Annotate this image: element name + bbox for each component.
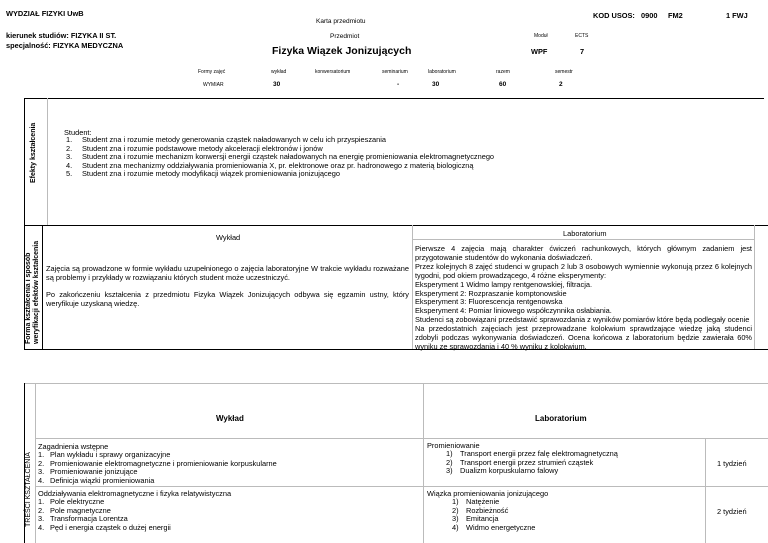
list-item: 2) Rozbieżność xyxy=(452,505,509,515)
forma-lab-header-border xyxy=(412,239,754,240)
forms-value-laboratorium: 30 xyxy=(432,81,440,88)
list-item: 3. Transformacja Lorentza xyxy=(38,514,128,524)
forms-value-seminarium: - xyxy=(397,81,400,88)
efekty-left-border xyxy=(24,98,25,225)
tresci-wyklad-header: Wykład xyxy=(216,414,244,423)
list-item: 2. Student zna i rozumie podstawowe metody akceleracji elektronów i jonów xyxy=(66,143,323,153)
forms-header-semestr: semestr xyxy=(555,69,573,75)
tresci-row2-wyklad-list xyxy=(38,498,171,532)
kod-usos-value: 0900 xyxy=(641,11,658,20)
kod-usos-fwj: 1 FWJ xyxy=(726,11,748,20)
list-item: 4) Widmo energetyczne xyxy=(452,522,536,532)
forma-lab-line: Eksperyment 4: Pomiar liniowego współczynnika osłabiania. xyxy=(415,306,612,316)
efekty-inner-border xyxy=(47,98,48,225)
list-item: 2. Promieniowanie elektromagnetyczne i promieniowanie korpuskularne xyxy=(38,458,277,468)
list-item: 1. Pole elektryczne xyxy=(38,497,105,506)
list-item: 1) Transport energii przez falę elektromagnetyczną xyxy=(446,449,618,458)
forms-header-formy: Formy zajęć xyxy=(198,69,226,75)
tresci-row1-wyklad-list xyxy=(38,451,277,485)
forma-lab-text xyxy=(415,245,752,352)
forms-value-wymiar: WYMIAR xyxy=(203,82,224,88)
forma-inner-border xyxy=(42,225,43,349)
tresci-lab-header: Laboratorium xyxy=(535,414,587,423)
tresci-row-border xyxy=(35,486,768,487)
forma-wyklad-p2: Po zakończeniu kształcenia z przedmiotu Fizyka Wiązek Jonizujących odbywa się egzamin ustny, który weryfikuje uzyskaną wiedzę. xyxy=(46,289,409,308)
kod-usos-fm: FM2 xyxy=(668,11,683,20)
list-item: 3) Emitancja xyxy=(452,514,499,524)
list-item: 3) Dualizm korpuskularno falowy xyxy=(446,466,559,476)
tresci-time-border xyxy=(705,439,706,543)
forms-value-semestr: 2 xyxy=(559,81,563,88)
tresci-row1-time: 1 tydzień xyxy=(717,459,747,468)
forma-side-label-1: Forma kształcenia i sposób xyxy=(25,252,32,344)
przedmiot-label: Przedmiot xyxy=(330,33,360,40)
tresci-row1-wyklad-title: Zagadnienia wstępne xyxy=(38,442,109,451)
efekty-intro: Student: xyxy=(64,128,92,137)
list-item: 1. Plan wykładu i sprawy organizacyjne xyxy=(38,450,171,459)
forma-lab-line: Na przedostatnich zajęciach jest przeprowadzane kolokwium sprawdzające wiedzę jaką studenci zdobyli podczas wykonywania doświadczeń. Ocena końcowa z laboratorium będzie zawierała 60% wyniku ze sprawozdania i 40 % wyniku z kolokwium. xyxy=(415,324,752,351)
tresci-row2-lab-title: Wiązka promieniowania jonizującego xyxy=(427,489,549,498)
course-title: Fizyka Wiązek Jonizujących xyxy=(272,45,412,57)
forma-lab-line: Eksperyment 1 Widmo lampy rentgenowskiej, filtracja. xyxy=(415,279,593,289)
karta-label: Karta przedmiotu xyxy=(316,18,366,25)
faculty-name: WYDZIAŁ FIZYKI UwB xyxy=(6,9,84,18)
efekty-top-border xyxy=(24,98,764,99)
list-item: 4. Definicja wiązki promieniowania xyxy=(38,475,155,485)
kod-usos-label: KOD USOS: xyxy=(593,11,635,20)
list-item: 3. Promieniowanie jonizujące xyxy=(38,467,138,477)
forms-value-razem: 60 xyxy=(499,81,507,88)
forms-header-seminarium: seminarium xyxy=(382,69,408,75)
forma-right-border xyxy=(754,225,755,349)
forma-side-label-2: weryfikacji efektów kształcenia xyxy=(33,240,40,344)
tresci-side-label: TREŚCI KSZTAŁCENIA xyxy=(25,452,32,527)
list-item: 4. Student zna mechanizmy oddziaływania promieniowania X, pr. elektronowe oraz pr. hadronowego z materią biologiczną xyxy=(66,160,474,170)
list-item: 3. Student zna i rozumie mechanizm konwersji energii cząstek naładowanych na energię promieniowania elektromagnetycznego xyxy=(66,152,495,162)
forma-wyklad-text xyxy=(46,265,409,309)
forma-lab-line: Eksperyment 3: Fluorescencja rentgenowska xyxy=(415,297,563,307)
forms-header-wyklad: wykład xyxy=(271,69,287,75)
forma-lab-line: Pierwsze 4 zajęcia mają charakter ćwiczeń rachunkowych, których głównym zadaniem jest przygotowanie studentów do wykonania doświadczeń. xyxy=(415,244,752,262)
forma-lab-line: Przez kolejnych 8 zajęć studenci w grupach 2 lub 3 osobowych wymiennie wykonują przez 6 kolejnych tygodni, pod okiem prowadzącego, 4 różne eksperymenty: xyxy=(415,261,752,280)
forms-value-wyklad: 30 xyxy=(273,81,281,88)
tresci-row1-lab-title: Promieniowanie xyxy=(427,441,480,450)
tresci-mid-border xyxy=(423,383,424,543)
specjalnosc: specjalność: FIZYKA MEDYCZNA xyxy=(6,41,124,50)
forma-wyklad-header: Wykład xyxy=(216,233,241,242)
list-item: 5. Student zna i rozumie metody modyfikacji wiązek promieniowania jonizującego xyxy=(66,169,340,179)
tresci-row2-lab-list xyxy=(452,498,535,532)
efekty-list xyxy=(66,136,494,179)
list-item: 4. Pęd i energia cząstek o dużej energii xyxy=(38,522,171,532)
forms-header-razem: razem xyxy=(496,69,510,75)
tresci-inner-border xyxy=(35,383,36,543)
list-item: 1. Student zna i rozumie metody generowania cząstek naładowanych w celu ich przyspieszania xyxy=(66,135,387,144)
tresci-header-border xyxy=(35,438,768,439)
tresci-top-border xyxy=(24,383,768,384)
tresci-row1-lab-list xyxy=(446,450,618,476)
ects-label: ECTS xyxy=(575,33,589,39)
forma-mid-border xyxy=(412,225,413,349)
tresci-row2-time: 2 tydzień xyxy=(717,507,747,516)
efekty-side-label: Efekty kształcenia xyxy=(30,122,37,183)
modul-value: WPF xyxy=(531,47,548,56)
kierunek: kierunek studiów: FIZYKA II ST. xyxy=(6,31,117,40)
forma-top-border xyxy=(24,225,768,226)
tresci-row2-wyklad-title: Oddziaływania elektromagnetyczne i fizyka relatywistyczna xyxy=(38,489,232,498)
forms-header-laboratorium: laboratorium xyxy=(428,69,456,75)
list-item: 1) Natężenie xyxy=(452,497,500,506)
list-item: 2) Transport energii przez strumień cząstek xyxy=(446,457,594,467)
forma-lab-header: Laboratorium xyxy=(563,229,607,238)
forma-wyklad-p1: Zajęcia są prowadzone w formie wykładu uzupełnionego o zajęcia laboratoryjne W trakcie wykładu rozważane są problemy i przykłady w rozwiązaniu których student może uczestniczyć. xyxy=(46,264,409,282)
forma-lab-line: Studenci są zobowiązani przedstawić sprawozdania z wyników pomiarów które będą podlegały ocenie xyxy=(415,315,750,325)
list-item: 2. Pole magnetyczne xyxy=(38,505,111,515)
forma-lab-line: Eksperyment 2: Rozpraszanie komptonowskie xyxy=(415,288,567,298)
ects-value: 7 xyxy=(580,47,585,56)
forms-header-konwersatorium: konwersatorium xyxy=(315,69,351,75)
modul-label: Moduł xyxy=(534,33,548,39)
